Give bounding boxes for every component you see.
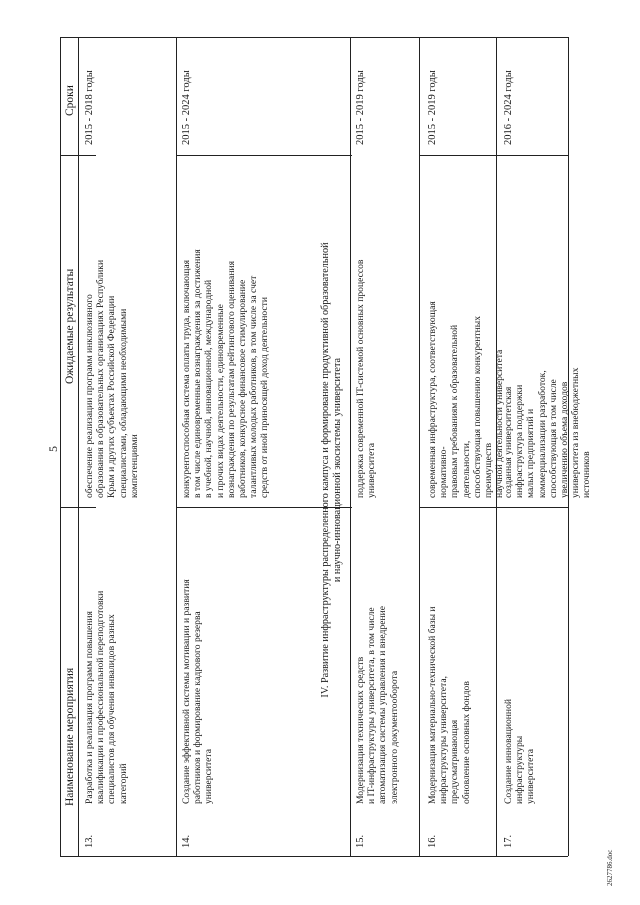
footer-doc-id: 2627786.doc [606, 849, 614, 886]
row-number: 14. [181, 834, 192, 848]
row-results: созданная университетская инфраструктура поддержки малых предприятий и коммерциализации разработок, способствующая в том числе увеличению объема доходов университета из внебюджетных источников [503, 367, 593, 498]
row-name: Модернизация материально-технической базы и инфраструктуры университета, предусматривающая обновление основных фондов [427, 606, 472, 804]
row-terms: 2015 - 2019 годы [427, 70, 438, 145]
row-number: 15. [355, 834, 366, 848]
row-results: конкурентоспособная система оплаты труда, включающая в том числе единовременные вознаграждения за достижения в учебной, научной, инновационной, международной и прочих видах деятельности, единовременные вознаграждения по результатам рейтингового оценивания работников, конкурсное финансовое стимулирование талантливых молодых работников, в том числе за счет средств от иной приносящей доход деятельности [181, 249, 271, 498]
row-results: обеспечение реализации программ инклюзивного образования в образовательных организациях Республики Крым и других субъектах Российской Федерации специалистами, обладающими необходимыми компетенциями [84, 259, 140, 498]
row-number: 17. [503, 834, 514, 848]
row-terms: 2016 - 2024 годы [503, 70, 514, 145]
row-name: Модернизация технических средств и IT-инфраструктуры университета, в том числе автоматизация системы управления и внедрение электронного документооборота [355, 605, 400, 804]
row-terms: 2015 - 2019 годы [355, 70, 366, 145]
row-terms: 2015 - 2018 годы [84, 70, 95, 145]
row-name: Создание эффективной системы мотивации и развития работников и формирование кадрового резерва университета [181, 579, 215, 804]
row-number: 13. [84, 834, 95, 848]
row-terms: 2015 - 2024 годы [181, 70, 192, 145]
row-name: Разработка и реализация программ повышения квалификации и профессиональной переподготовки специалистов для обучения инвалидов разных категорий [84, 590, 129, 804]
section-heading: IV. Развитие инфраструктуры распределенного кампуса и формирование продуктивной образовательной и научно-инновационной экосистемы университета [320, 242, 343, 698]
header-name: Наименование мероприятия [64, 667, 76, 806]
header-terms: Сроки [64, 85, 76, 116]
row-results: поддержка современной IT-системой основных процессов университета [355, 259, 378, 498]
row-number: 16. [427, 834, 438, 848]
row-results: современная инфраструктура, соответствующая нормативно- правовым требованиям к образовательной деятельности, способствующая повышению конкурентных преимуществ научной деятельности университета [427, 301, 506, 498]
row-name: Создание инновационной инфраструктуры университета [503, 698, 537, 804]
page-number: 5 [46, 446, 60, 452]
header-results: Ожидаемые результаты [64, 268, 76, 384]
